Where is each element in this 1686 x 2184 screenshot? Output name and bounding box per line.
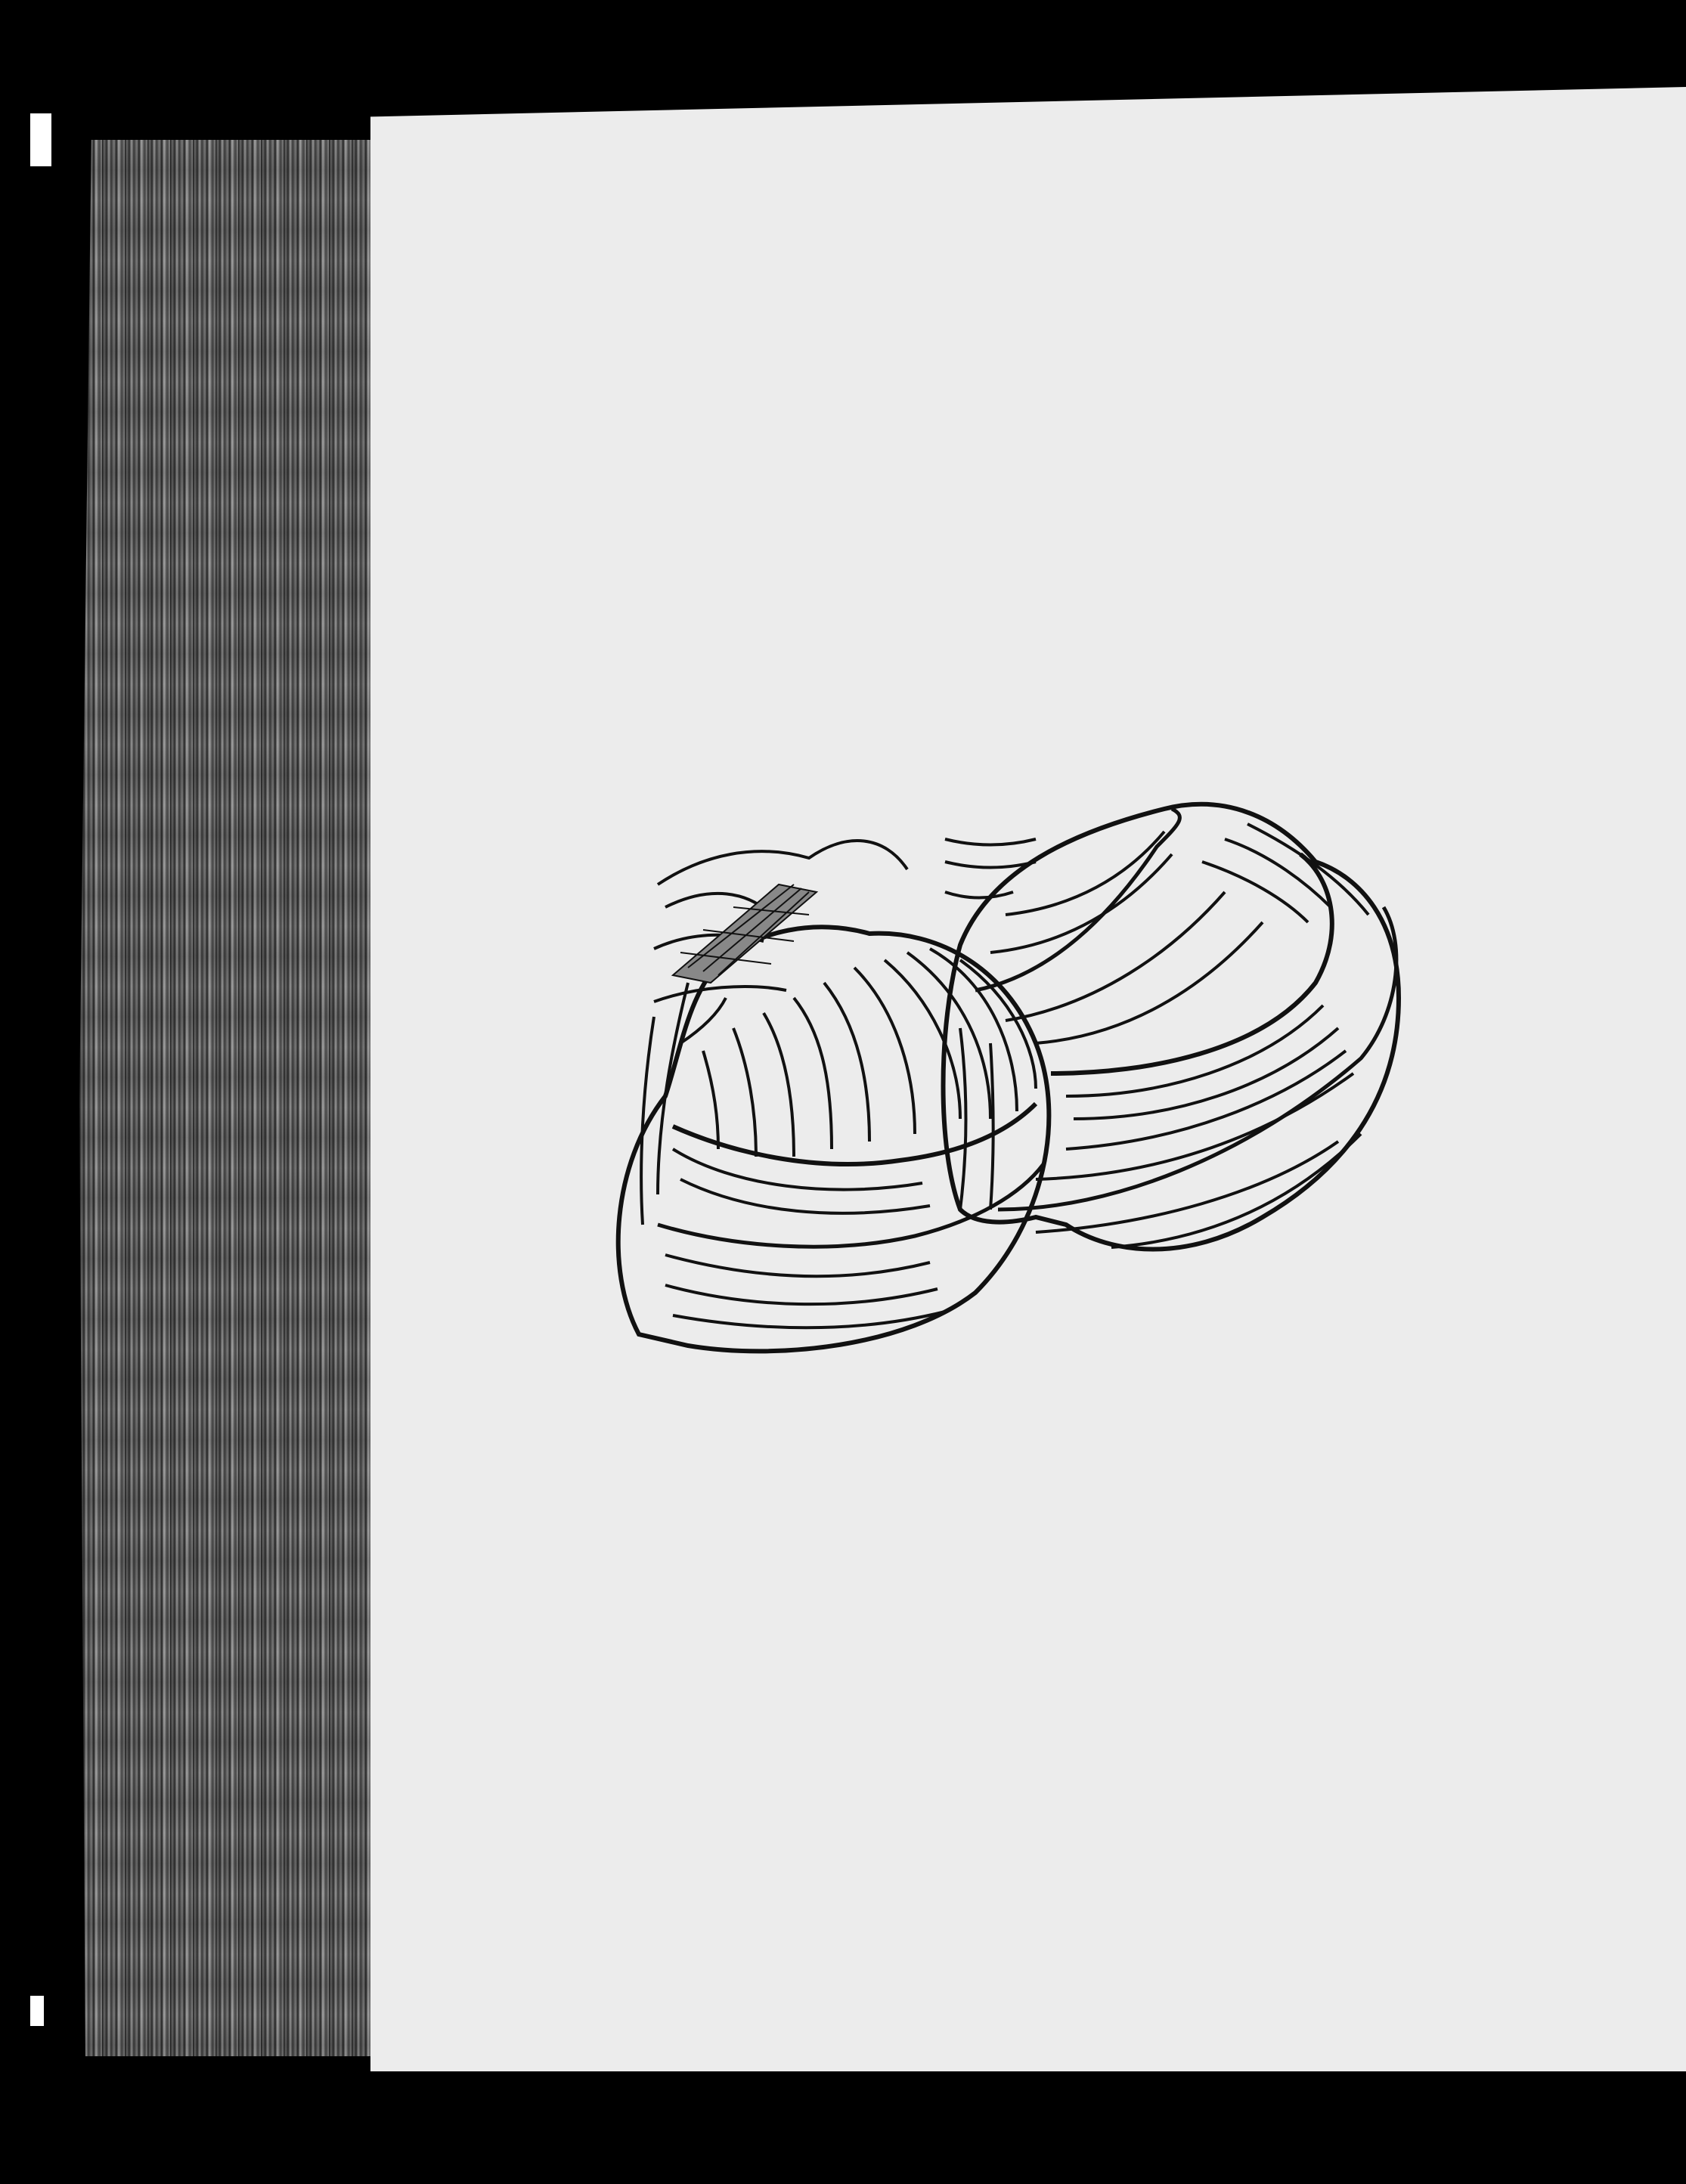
figure-223 (582, 801, 1626, 1376)
left-cerebellum-diagram (618, 841, 1049, 1351)
spine-mark (30, 1996, 44, 2026)
book-page-edges (79, 140, 378, 2056)
spine-mark (30, 113, 51, 166)
right-cerebellum-diagram (944, 804, 1399, 1250)
